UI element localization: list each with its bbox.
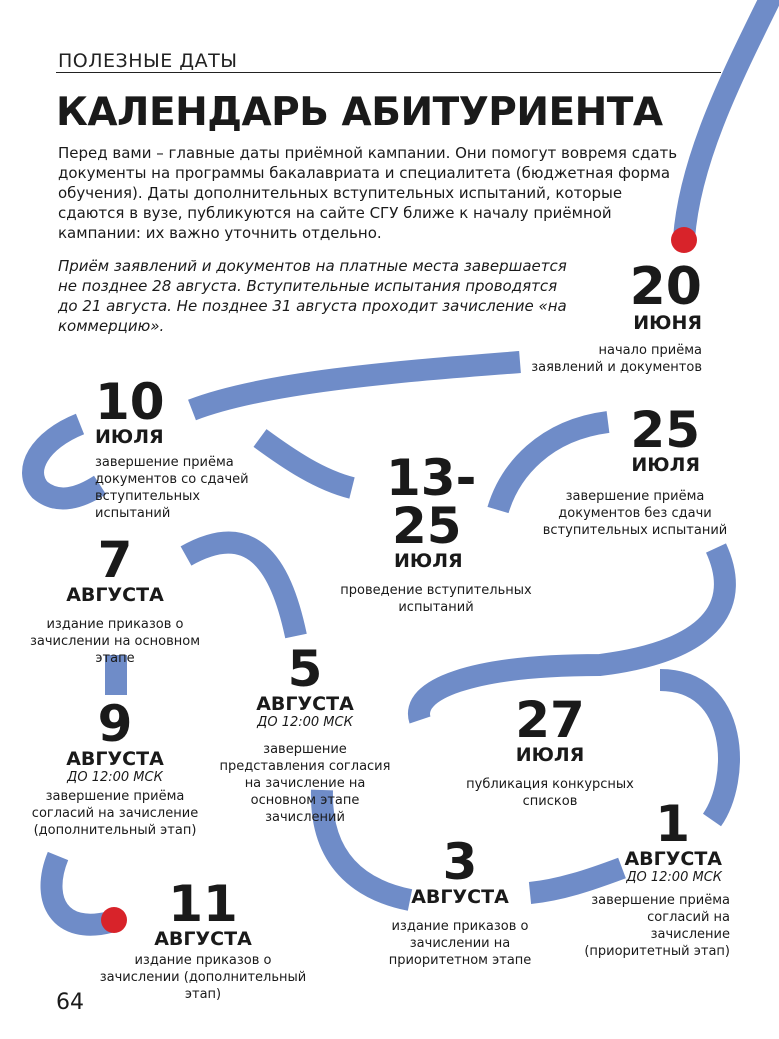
event-aug-11 <box>95 875 311 1003</box>
event-month: ИЮЛЯ <box>394 550 463 572</box>
event-day: 3 <box>442 833 478 891</box>
event-description: издание приказов о зачислении на приоритетном этапе <box>388 919 532 968</box>
page-title: КАЛЕНДАРЬ АБИТУРИЕНТА <box>56 90 663 135</box>
event-month: АВГУСТА <box>154 928 252 950</box>
event-time: ДО 12:00 МСК <box>626 870 722 885</box>
event-description: завершение представления согласия на зачисление на основном этапе зачислений <box>219 742 391 825</box>
event-month: ИЮЛЯ <box>515 744 585 766</box>
event-day: 20 <box>629 257 702 317</box>
event-aug-7 <box>10 531 220 667</box>
event-day: 7 <box>97 531 133 589</box>
event-month: АВГУСТА <box>66 748 164 770</box>
event-day-end: 25 <box>392 497 462 555</box>
event-jul-10 <box>95 373 275 522</box>
event-description: завершение приёма документов со сдачей вступительных испытаний <box>95 455 249 521</box>
event-jun-20 <box>500 257 702 376</box>
event-description: публикация конкурсных списков <box>466 777 634 809</box>
event-day: 25 <box>630 401 700 459</box>
event-time: ДО 12:00 МСК <box>257 715 353 730</box>
path-segment-jul10-hook <box>33 424 100 498</box>
event-description: завершение приёма согласий на зачисление (приоритетный этап) <box>584 893 730 959</box>
event-description: издание приказов о зачислении на основном этапе <box>29 617 201 666</box>
event-jul-13-25 <box>336 449 536 616</box>
header-divider <box>56 72 721 73</box>
page-number: 64 <box>56 990 84 1015</box>
event-day-start: 13- <box>386 449 477 507</box>
event-aug-5 <box>210 640 400 826</box>
event-aug-3 <box>380 833 540 969</box>
event-description: проведение вступительных испытаний <box>340 583 532 615</box>
event-jul-25 <box>540 401 730 539</box>
event-day: 27 <box>515 691 585 749</box>
event-month: АВГУСТА <box>66 584 164 606</box>
event-month: АВГУСТА <box>256 693 354 715</box>
event-month: АВГУСТА <box>411 886 509 908</box>
event-day: 10 <box>95 373 165 431</box>
event-aug-1 <box>580 795 730 960</box>
event-description: завершение приёма согласий на зачисление (дополнительный этап) <box>31 789 199 838</box>
event-day: 11 <box>168 875 238 933</box>
section-label: ПОЛЕЗНЫЕ ДАТЫ <box>58 50 238 72</box>
event-time: ДО 12:00 МСК <box>67 770 163 785</box>
intro-paragraph: Перед вами – главные даты приёмной кампании. Они помогут вовремя сдать документы на программы бакалавриата и специалитета (бюджетная форма обучения). Даты дополнительных вступительных испытаний, которые сдаются в вузе, публикуются на сайте СГУ ближе к началу приёмной кампании: их важно уточнить отдельно. <box>58 144 678 242</box>
event-description: издание приказов о зачислении (дополнительный этап) <box>99 953 307 1002</box>
event-description: завершение приёма документов без сдачи вступительных испытаний <box>542 489 728 538</box>
event-month: АВГУСТА <box>624 848 722 870</box>
path-segment-top <box>684 0 772 238</box>
event-month: ИЮЛЯ <box>631 454 700 476</box>
event-month: ИЮЛЯ <box>95 426 164 448</box>
event-day: 1 <box>655 795 690 853</box>
paid-places-note: Приём заявлений и документов на платные места завершается не позднее 28 августа. Вступительные испытания проводятся до 21 августа. Не позднее 31 августа проходит зачисление «на коммерцию». <box>58 257 567 335</box>
event-month: ИЮНЯ <box>633 312 702 334</box>
event-day: 9 <box>97 695 133 753</box>
event-aug-9 <box>20 695 210 839</box>
event-description: начало приёма заявлений и документов <box>531 343 702 375</box>
event-day: 5 <box>287 640 323 698</box>
event-jul-27 <box>455 691 645 810</box>
